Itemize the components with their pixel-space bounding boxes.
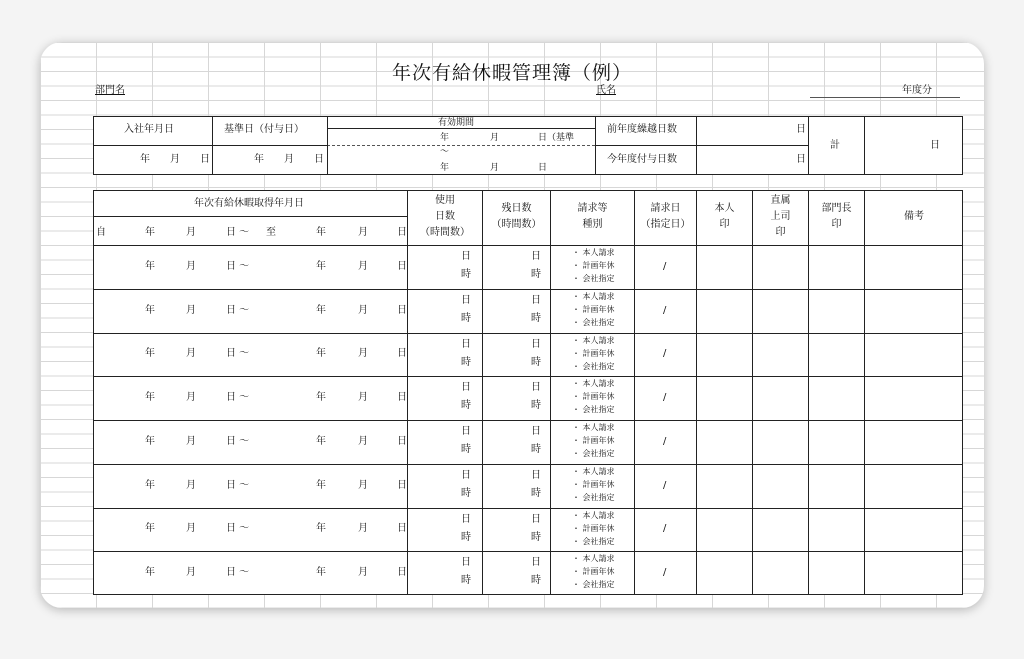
carryover-label: 前年度繰越日数	[607, 124, 677, 135]
request-type-option: ・ 計画年休	[572, 436, 615, 445]
request-type-header: 請求等	[577, 203, 608, 214]
page-title: 年次有給休暇管理簿（例）	[391, 62, 632, 84]
request-type-option: ・ 計画年休	[572, 523, 615, 533]
request-type-option: ・ 本人請求	[572, 554, 615, 564]
request-type-option: ・ 本人請求	[572, 248, 615, 257]
request-type-option: ・ 本人請求	[572, 423, 615, 432]
used-days-header: 使用	[435, 195, 455, 206]
request-date-slash: /	[663, 348, 667, 360]
request-type-option: ・ 会社指定	[572, 274, 615, 283]
remarks-header: 備考	[904, 211, 924, 222]
total-label: 計	[830, 140, 840, 151]
request-type-option: ・ 本人請求	[572, 335, 615, 345]
base-date-label: 基準日（付与日）	[224, 124, 304, 135]
request-type-option: ・ 会社指定	[572, 405, 615, 415]
request-type-option: ・ 会社指定	[572, 449, 615, 458]
document-card	[40, 42, 984, 608]
remaining-days-header: 残日数	[501, 203, 532, 214]
grant-label: 今年度付与日数	[607, 154, 677, 165]
leave-table	[93, 190, 963, 595]
request-date-slash: /	[663, 260, 667, 272]
request-date-slash: /	[663, 304, 667, 316]
dept-label: 部門名	[95, 85, 125, 96]
request-type-option: ・ 会社指定	[572, 580, 615, 590]
request-type-option: ・ 計画年休	[572, 348, 615, 358]
request-type-option: ・ 会社指定	[572, 361, 615, 371]
period-tilde: 〜	[440, 147, 450, 157]
acquisition-date-header: 年次有給休暇取得年月日	[194, 198, 304, 209]
request-type-option: ・ 計画年休	[572, 304, 615, 314]
year-label: 年度分	[902, 85, 932, 96]
request-date-slash: /	[663, 567, 667, 579]
spreadsheet-grid: 年次有給休暇管理簿（例） 部門名 氏名 年度分 入社年月日 基準日（付与日） 有効期間 年 月 日（基準 〜 年 月 日 年 月 日 年 月 日 前年度繰越日数 日 今年度付与日数 日 計 日 年次有給休暇取得年月日 自 年 月 日 〜 至 年 月 日 使用 日数 （時間数） 残日数 （時間数） 請求等 種別 請求日 （指定日） 本人 印 直属 上司 印 部門長 印 備考 年 月 日 〜 年 月 日 日 時 日 時 ・ 本人請求 ・ 計画年休 ・ 会社指定 / 年 月 日 〜 年 月 日 日 時 日 時 ・ 本人請求 ・ 計画年休 ・ 会社指定 / 年 月 日 〜 年 月 日 日 時 日 時 ・ 本人請求 ・ 計画年休 ・ 会社指定 / 年 月 日 〜 年 月 日 日 時 日 時 ・ 本人請求 ・ 計画年休 ・ 会社指定 / 年 月 日 〜 年 月 日 日 時 日 時 ・ 本人請求 ・ 計画年休 ・ 会社指定 / 年 月 日 〜 年 月 日 日 時 日 時 ・ 本人請求 ・ 計画年休 ・ 会社指定 / 年 月 日 〜 年 月 日 日 時 日 時 ・ 本人請求 ・ 計画年休 ・ 会社指定 / 年 月 日 〜 年 月 日 日 時 日 時 ・ 本人請求 ・ 計画年休 ・ 会社指定 /	[40, 42, 984, 608]
valid-period-label: 有効期間	[438, 118, 475, 128]
request-date-slash: /	[663, 392, 667, 404]
request-type-option: ・ 会社指定	[572, 536, 615, 546]
request-type-option: ・ 会社指定	[572, 317, 615, 327]
request-type-option: ・ 計画年休	[572, 567, 615, 577]
supervisor-seal-header: 直属	[770, 195, 791, 206]
request-type-option: ・ 会社指定	[572, 492, 615, 502]
request-date-header: 請求日	[650, 203, 681, 214]
request-type-option: ・ 本人請求	[572, 291, 615, 301]
request-type-option: ・ 本人請求	[572, 466, 615, 476]
request-date-slash: /	[663, 523, 667, 535]
name-label: 氏名	[596, 85, 616, 96]
hire-date-label: 入社年月日	[124, 124, 174, 135]
request-type-option: ・ 計画年休	[572, 392, 615, 402]
self-seal-header: 本人	[714, 203, 735, 214]
year-underline	[810, 97, 960, 98]
request-type-option: ・ 計画年休	[572, 261, 615, 270]
request-date-slash: /	[663, 479, 667, 491]
dept-head-seal-header: 部門長	[821, 203, 852, 214]
request-type-option: ・ 計画年休	[572, 479, 615, 489]
request-type-option: ・ 本人請求	[572, 379, 615, 389]
request-date-slash: /	[663, 435, 667, 447]
request-type-option: ・ 本人請求	[572, 510, 615, 520]
